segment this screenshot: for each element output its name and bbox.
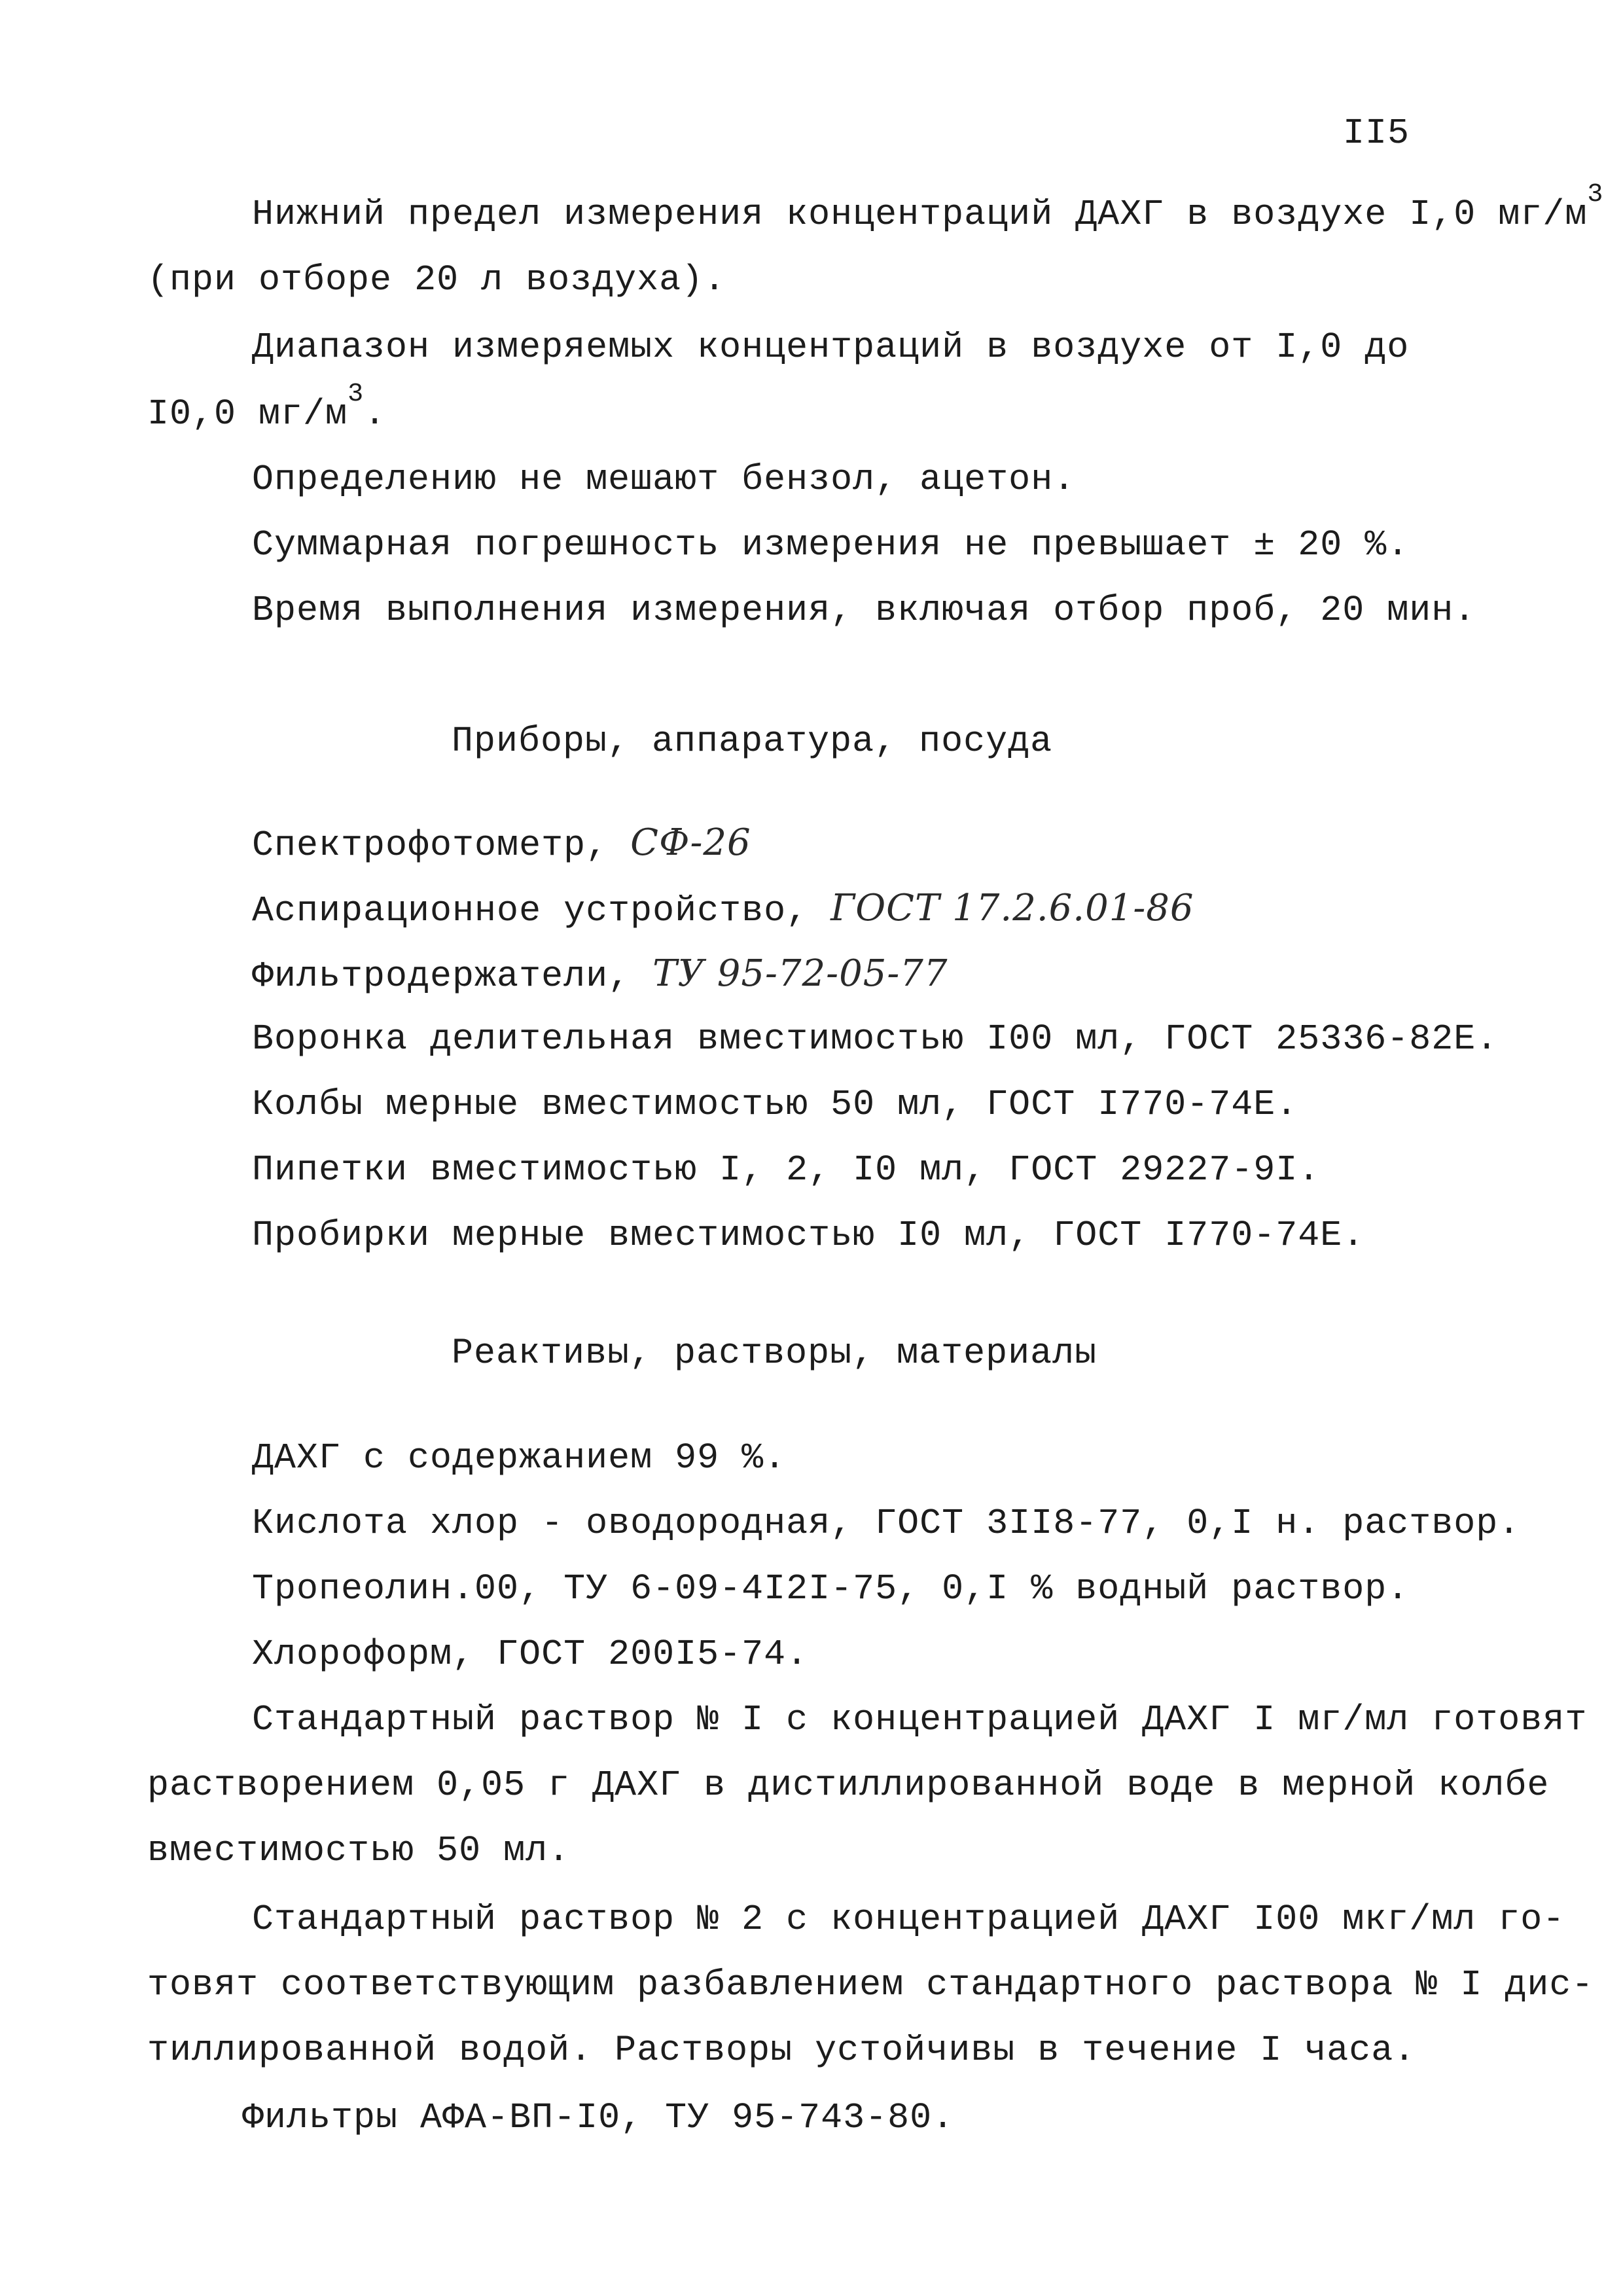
standard-2-line: товят соответствующим разбавлением стандартного раствора № I дис- — [147, 1964, 1594, 2005]
equipment-item — [252, 821, 751, 866]
standard-1-line: Стандартный раствор № I с концентрацией ДАХГ I мг/мл готовят — [252, 1699, 1588, 1740]
error-line: Суммарная погрешность измерения не превышает ± 20 %. — [252, 524, 1410, 565]
standard-2-line: тиллированной водой. Растворы устойчивы в течение I часа. — [147, 2030, 1416, 2071]
standard-1-line: растворением 0,05 г ДАХГ в дистиллированной воде в мерной колбе — [147, 1765, 1550, 1806]
reagent-item: ДАХГ с содержанием 99 %. — [252, 1437, 787, 1479]
range-line-1: Диапазон измеряемых концентраций в воздухе от I,0 до — [252, 327, 1410, 368]
range-text: I0,0 мг/м — [147, 393, 348, 435]
equipment-printed: Аспирационное устройство, — [252, 890, 809, 931]
standard-1-line: вместимостью 50 мл. — [147, 1830, 571, 1871]
interference-line: Определению не мешают бензол, ацетон. — [252, 459, 1076, 500]
lower-limit-superscript: 3 — [1587, 180, 1604, 209]
equipment-item: Пробирки мерные вместимостью I0 мл, ГОСТ I770-74Е. — [252, 1215, 1365, 1256]
page-number: II5 — [1343, 113, 1410, 154]
reagent-item: Кислота хлор - оводородная, ГОСТ 3II8-77, 0,I н. раствор. — [252, 1503, 1521, 1544]
filters-line: Фильтры АФА-ВП-I0, ТУ 95-743-80. — [242, 2097, 955, 2138]
equipment-printed: Спектрофотометр, — [252, 825, 609, 866]
range-superscript: 3 — [348, 380, 365, 409]
reagent-item: Тропеолин.00, ТУ 6-09-4I2I-75, 0,I % водный раствор. — [252, 1568, 1410, 1609]
equipment-item — [252, 952, 948, 997]
handwritten-annotation: СФ-26 — [630, 821, 751, 864]
range-end: . — [364, 393, 387, 435]
equipment-item — [252, 887, 1194, 931]
lower-limit-line-2: (при отборе 20 л воздуха). — [147, 259, 726, 300]
reagent-item: Хлороформ, ГОСТ 200I5-74. — [252, 1634, 809, 1675]
range-line-2 — [147, 380, 387, 435]
handwritten-annotation: ТУ 95-72-05-77 — [652, 952, 948, 995]
equipment-item: Воронка делительная вместимостью I00 мл, ГОСТ 25336-82Е. — [252, 1018, 1499, 1060]
handwritten-annotation: ГОСТ 17.2.6.01-86 — [830, 887, 1194, 929]
equipment-printed: Фильтродержатели, — [252, 956, 631, 997]
equipment-item: Колбы мерные вместимостью 50 мл, ГОСТ I770-74Е. — [252, 1084, 1298, 1125]
time-line: Время выполнения измерения, включая отбор проб, 20 мин. — [252, 590, 1476, 631]
lower-limit-line-1 — [252, 180, 1604, 235]
standard-2-line: Стандартный раствор № 2 с концентрацией ДАХГ I00 мкг/мл го- — [252, 1899, 1565, 1940]
lower-limit-text: Нижний предел измерения концентраций ДАХГ в воздухе I,0 мг/м — [252, 194, 1588, 235]
reagents-heading: Реактивы, растворы, материалы — [452, 1333, 1097, 1374]
equipment-heading: Приборы, аппаратура, посуда — [452, 721, 1053, 762]
equipment-item: Пипетки вместимостью I, 2, I0 мл, ГОСТ 29227-9I. — [252, 1149, 1321, 1191]
